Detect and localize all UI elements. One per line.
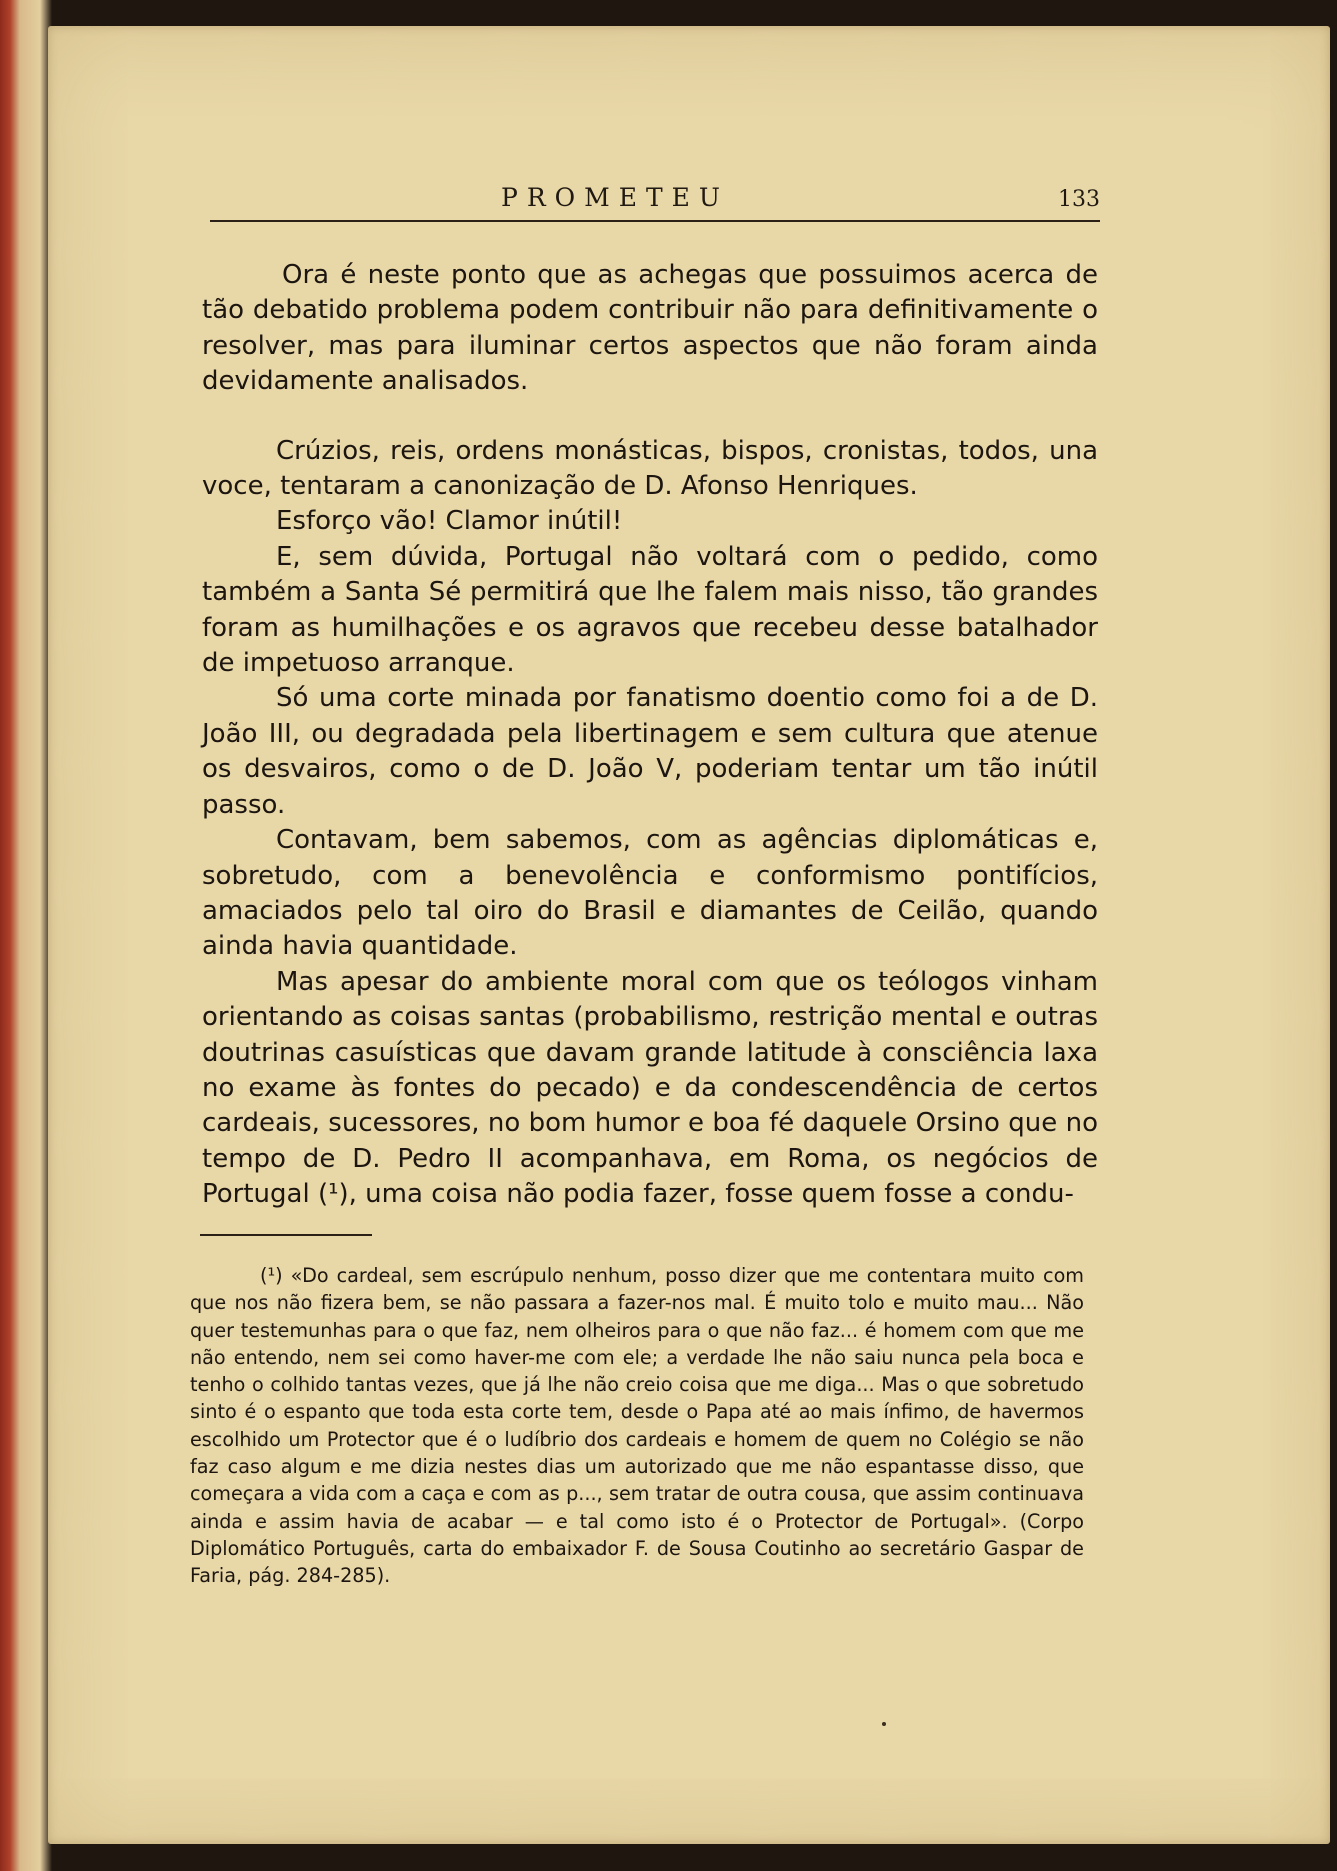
paragraph-2: Crúzios, reis, ordens monásticas, bispos, cronistas, todos, una voce, tentaram a canonização de D. Afonso Henriques. [202,435,1098,502]
page-number: 133 [1058,187,1100,212]
paragraph-1: Ora é neste ponto que as achegas que possuimos acerca de tão debatido problema podem contribuir não para definitivamente o resolver, mas para iluminar certos aspectos que não foram ainda devidamente analisados. [202,260,1098,397]
paragraph-6: Contavam, bem sabemos, com as agências diplomáticas e, sobretudo, com a benevolência e conformismo pontifícios, amaciados pelo tal oiro do Brasil e diamantes de Ceilão, quando ainda havia quantidade. [202,825,1098,962]
paragraph-5: Só uma corte minada por fanatismo doentio como foi a de D. João III, ou degradada pela libertinagem e sem cultura que atenue os desvairos, como o de D. João V, poderiam tentar um tão inútil passo. [202,683,1098,820]
footnote-divider [200,1234,372,1236]
running-title: PROMETEU [501,183,729,212]
paragraph-3: Esforço vão! Clamor inútil! [276,506,623,537]
paragraph-7: Mas apesar do ambiente moral com que os teólogos vinham orientando as coisas santas (probabilismo, restrição mental e outras doutrinas casuísticas que davam grande latitude à consciência laxa no exame às fontes do pecado) e da condescendência de certos cardeais, sucessores, no bom humor e boa fé daquele Orsino que no tempo de D. Pedro II acompanhava, em Roma, os negócios de Portugal (¹), uma coisa não podia fazer, fosse quem fosse a condu- [202,966,1098,1210]
ink-speck [882,1722,886,1726]
body-text [202,258,1098,1213]
page-header [210,180,1100,222]
footnote: (¹) «Do cardeal, sem escrúpulo nenhum, posso dizer que me contentara muito com que nos não fizera bem, se não passara a fazer-nos mal. É muito tolo e muito mau... Não quer testemunhas para o que faz, nem olheiros para o que não faz... é homem com que me não entendo, nem sei como haver-me com ele; a verdade lhe não saiu nunca pela boca e tenho o colhido tantas vezes, que já lhe não creio coisa que me diga... Mas o que sobretudo sinto é o espanto que toda esta corte tem, desde o Papa até ao mais ínfimo, de havermos escolhido um Protector que é o ludíbrio dos cardeais e homem de quem no Colégio se não faz caso algum e me dizia nestes dias um autorizado que me não espantasse disso, que começara a vida com a caça e com as p..., sem tratar de outra cousa, que assim continuava ainda e assim havia de acabar — e tal como isto é o Protector de Portugal». (Corpo Diplomático Português, carta do embaixador F. de Sousa Coutinho ao secretário Gaspar de Faria, pág. 284-285). [190,1264,1084,1588]
paragraph-4: E, sem dúvida, Portugal não voltará com o pedido, como também a Santa Sé permitirá que lhe falem mais nisso, tão grandes foram as humilhações e os agravos que recebeu desse batalhador de impetuoso arranque. [202,541,1098,679]
